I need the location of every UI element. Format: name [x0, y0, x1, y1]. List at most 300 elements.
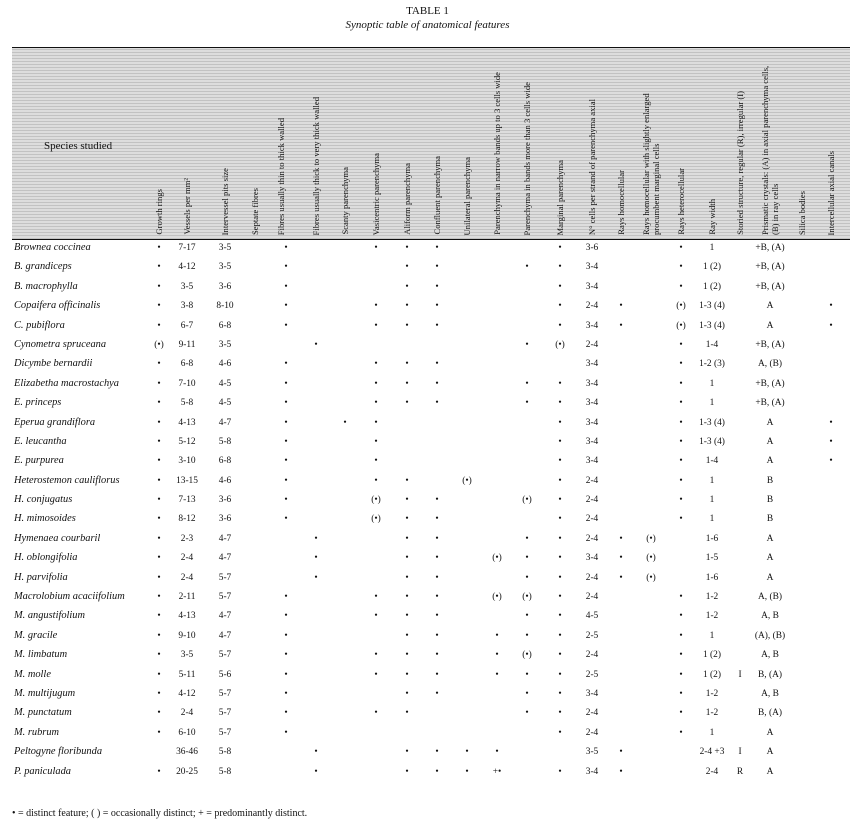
table-cell: • [435, 398, 439, 409]
table-cell: • [465, 766, 469, 777]
table-cell: 4-6 [218, 359, 232, 370]
table-cell: • [374, 650, 378, 661]
table-cell: • [829, 301, 833, 312]
table-cell: +B, (A) [755, 262, 785, 273]
table-cell: • [558, 533, 562, 544]
table-cell: • [374, 611, 378, 622]
column-header: Parenchyma in bands more than 3 cells wide [521, 81, 532, 235]
table-cell: R [736, 766, 744, 777]
table-cell: • [619, 766, 623, 777]
column-header: Confluent parenchyma [431, 156, 442, 235]
table-cell: A [766, 417, 774, 428]
table-cell: (•) [492, 592, 502, 603]
table-cell: • [405, 243, 409, 253]
table-cell: 2-4 [585, 592, 599, 603]
column-header: Intervessel pits size [219, 167, 230, 235]
table-row [0, 570, 855, 589]
species-name: Macrolobium acaciifolium [14, 591, 125, 603]
table-cell: (•) [676, 320, 686, 331]
table-cell: • [405, 669, 409, 680]
table-cell: • [558, 727, 562, 738]
table-cell: 1-4 [705, 339, 719, 350]
table-cell: 1 (2) [703, 669, 721, 680]
table-cell: 36-46 [176, 747, 198, 758]
species-name: M. molle [14, 668, 51, 680]
table-cell: B [766, 475, 774, 486]
table-cell: 2-4 [705, 766, 719, 777]
table-cell: 2-5 [585, 669, 599, 680]
table-cell: • [405, 475, 409, 486]
species-name: B. macrophylla [14, 280, 78, 292]
column-header: Prismatic crystals: (A) in axial parenchyma cells, (B) in ray cells [759, 65, 780, 235]
table-row [0, 395, 855, 414]
table-cell: I [738, 747, 742, 758]
table-cell: • [435, 262, 439, 273]
table-cell: • [558, 630, 562, 641]
table-cell: 1-5 [705, 553, 719, 564]
table-cell: • [405, 359, 409, 370]
table-cell: B [766, 495, 774, 506]
table-cell: • [374, 456, 378, 467]
table-cell: • [284, 669, 288, 680]
column-header: Marginal parenchyma [554, 159, 565, 235]
table-cell: A, B [761, 688, 779, 699]
table-cell: • [435, 572, 439, 583]
table-cell: • [558, 378, 562, 389]
species-name: M. multijugum [14, 687, 76, 699]
table-cell: • [679, 630, 683, 641]
table-row [0, 725, 855, 744]
table-cell: 5-7 [218, 708, 232, 719]
table-cell: • [157, 475, 161, 486]
table-cell: • [495, 747, 499, 758]
table-cell: • [405, 708, 409, 719]
table-cell: 5-11 [178, 669, 196, 680]
table-cell: • [435, 669, 439, 680]
table-cell: 3-4 [585, 417, 599, 428]
table-cell: • [157, 456, 161, 467]
table-cell: (A), (B) [754, 630, 786, 641]
table-cell: 3-4 [585, 766, 599, 777]
table-cell: • [284, 514, 288, 525]
table-cell: 3-4 [585, 281, 599, 292]
table-cell: 2-4 [585, 708, 599, 719]
table-row [0, 705, 855, 724]
table-cell: • [284, 611, 288, 622]
column-header: Vasicentric parenchyma [370, 152, 381, 235]
table-cell: • [525, 339, 529, 350]
table-cell: (•) [462, 475, 472, 486]
column-header: Parenchyma in narrow bands up to 3 cells wide [491, 72, 502, 235]
table-cell: 3-4 [585, 359, 599, 370]
table-cell: +B, (A) [755, 339, 785, 350]
column-header: Rays homocellular [615, 170, 626, 235]
table-cell: • [284, 495, 288, 506]
species-name: Copaifera officinalis [14, 300, 101, 312]
table-cell: • [343, 417, 347, 428]
table-cell: • [157, 611, 161, 622]
table-cell: A [766, 727, 774, 738]
table-cell: • [495, 630, 499, 641]
table-cell: • [679, 378, 683, 389]
table-cell: (•) [371, 495, 381, 506]
table-cell: • [284, 262, 288, 273]
column-header: Scanty parenchyma [339, 167, 350, 235]
table-cell: • [558, 650, 562, 661]
table-cell: • [405, 747, 409, 758]
table-cell: • [525, 708, 529, 719]
table-cell: • [829, 456, 833, 467]
table-cell: • [558, 281, 562, 292]
table-cell: • [284, 417, 288, 428]
table-cell: 1 [709, 514, 715, 525]
table-cell: • [525, 572, 529, 583]
table-cell: A [766, 436, 774, 447]
table-cell: +B, (A) [755, 378, 785, 389]
table-cell: • [435, 766, 439, 777]
table-cell: • [679, 708, 683, 719]
table-cell: • [284, 398, 288, 409]
table-cell: • [435, 243, 439, 253]
table-cell: 6-7 [180, 320, 194, 331]
table-cell: A, B [761, 650, 779, 661]
table-cell: 1-2 [705, 592, 719, 603]
table-cell: (•) [646, 533, 656, 544]
table-cell: • [374, 378, 378, 389]
table-cell: 3-5 [585, 747, 599, 758]
table-cell: • [525, 398, 529, 409]
table-cell: 2-3 [180, 533, 194, 544]
table-cell: 3-4 [585, 553, 599, 564]
table-cell: • [829, 417, 833, 428]
table-cell: • [619, 747, 623, 758]
table-cell: 3-5 [180, 281, 194, 292]
table-cell: • [314, 533, 318, 544]
table-cell: 4-13 [178, 611, 196, 622]
table-cell: • [157, 572, 161, 583]
table-row [0, 356, 855, 375]
table-row [0, 511, 855, 530]
table-cell: • [157, 281, 161, 292]
table-cell: • [558, 514, 562, 525]
table-cell: 4-12 [178, 262, 196, 273]
table-row [0, 764, 855, 783]
table-cell: • [435, 320, 439, 331]
table-cell: 1 [709, 475, 715, 486]
table-cell: 3-6 [218, 495, 232, 506]
table-cell: • [679, 514, 683, 525]
table-cell: • [525, 553, 529, 564]
species-name: Dicymbe bernardii [14, 358, 93, 370]
species-name: H. mimosoides [14, 513, 76, 525]
table-header [12, 47, 850, 240]
table-row [0, 259, 855, 278]
table-cell: • [157, 514, 161, 525]
table-cell: • [157, 553, 161, 564]
table-cell: (•) [555, 339, 565, 350]
table-cell: • [314, 766, 318, 777]
table-cell: 2-4 [180, 572, 194, 583]
table-cell: • [405, 611, 409, 622]
table-cell: • [679, 281, 683, 292]
table-cell: • [679, 436, 683, 447]
table-cell: +B, (A) [755, 281, 785, 292]
table-cell: (•) [371, 514, 381, 525]
table-cell: • [314, 747, 318, 758]
table-cell: 3-6 [585, 243, 599, 253]
table-cell: A [766, 301, 774, 312]
table-cell: 1 [709, 630, 715, 641]
table-row [0, 550, 855, 569]
table-cell: 8-12 [178, 514, 196, 525]
table-cell: • [558, 243, 562, 253]
table-cell: • [374, 243, 378, 253]
table-cell: • [284, 475, 288, 486]
table-cell: A [766, 747, 774, 758]
table-cell: 2-11 [178, 592, 196, 603]
column-header: Growth rings [153, 189, 164, 235]
table-cell: • [284, 243, 288, 253]
table-cell: • [679, 417, 683, 428]
column-header: Ray width [706, 199, 717, 235]
table-row [0, 628, 855, 647]
table-cell: A [766, 572, 774, 583]
table-cell: 7-10 [178, 378, 196, 389]
table-cell: • [284, 378, 288, 389]
table-cell: • [679, 592, 683, 603]
table-cell: B, (A) [758, 708, 782, 719]
table-label: TABLE 1 [406, 5, 449, 17]
species-name: M. punctatum [14, 707, 72, 719]
species-name: H. parvifolia [14, 571, 68, 583]
table-cell: • [558, 301, 562, 312]
table-cell: 2-4 [180, 553, 194, 564]
table-cell: 5-7 [218, 727, 232, 738]
table-cell: • [405, 378, 409, 389]
table-cell: 4-5 [218, 398, 232, 409]
table-cell: 3-5 [218, 262, 232, 273]
table-cell: • [405, 301, 409, 312]
table-cell: 5-12 [178, 436, 196, 447]
table-cell: 3-8 [180, 301, 194, 312]
table-cell: • [405, 398, 409, 409]
table-cell: • [405, 514, 409, 525]
species-name: Cynometra spruceana [14, 338, 107, 350]
column-header: Septate fibres [249, 187, 260, 235]
table-row [0, 337, 855, 356]
table-cell: 6-10 [178, 727, 196, 738]
species-name: E. princeps [14, 397, 62, 409]
table-cell: • [435, 359, 439, 370]
table-cell: 3-6 [218, 514, 232, 525]
table-cell: • [374, 436, 378, 447]
table-cell: 4-7 [218, 553, 232, 564]
table-cell: 3-4 [585, 398, 599, 409]
table-cell: • [405, 650, 409, 661]
table-cell: A, (B) [758, 359, 782, 370]
table-cell: 4-7 [218, 611, 232, 622]
species-name: Eperua grandiflora [14, 416, 96, 428]
table-cell: 6-8 [218, 320, 232, 331]
species-name: M. angustifolium [14, 610, 86, 622]
table-cell: • [374, 301, 378, 312]
table-cell: • [829, 320, 833, 331]
table-cell: • [405, 572, 409, 583]
species-name: E. leucantha [14, 435, 67, 447]
species-name: B. grandiceps [14, 261, 72, 273]
table-cell: • [679, 688, 683, 699]
species-name: Elizabetha macrostachya [14, 377, 119, 389]
table-cell: • [558, 592, 562, 603]
table-row [0, 473, 855, 492]
table-cell: 5-7 [218, 592, 232, 603]
species-name: Heterostemon cauliflorus [14, 474, 120, 486]
column-header: Storied structure, regular (R), irregular (I) [734, 91, 745, 235]
table-cell: 3-4 [585, 688, 599, 699]
table-cell: • [157, 243, 161, 253]
table-cell: 5-7 [218, 688, 232, 699]
table-cell: • [284, 359, 288, 370]
table-cell: • [284, 456, 288, 467]
table-cell: • [679, 398, 683, 409]
table-cell: • [157, 417, 161, 428]
table-cell: • [374, 398, 378, 409]
table-cell: 2-4 [585, 475, 599, 486]
table-cell: • [405, 281, 409, 292]
table-cell: 5-7 [218, 650, 232, 661]
table-cell: 3-5 [180, 650, 194, 661]
table-cell: 4-12 [178, 688, 196, 699]
table-cell: • [679, 456, 683, 467]
table-row [0, 240, 855, 259]
species-column-header: Species studied [44, 140, 113, 152]
table-cell: 4-13 [178, 417, 196, 428]
table-cell: • [157, 650, 161, 661]
table-cell: 1-2 [705, 708, 719, 719]
table-cell: 3-4 [585, 262, 599, 273]
table-cell: • [157, 533, 161, 544]
table-cell: 1-3 (4) [699, 320, 725, 331]
table-cell: • [314, 553, 318, 564]
table-cell: • [525, 611, 529, 622]
table-cell: • [157, 301, 161, 312]
table-cell: • [558, 495, 562, 506]
table-cell: 2-4 [585, 650, 599, 661]
table-cell: • [284, 281, 288, 292]
table-cell: 1 [709, 495, 715, 506]
table-cell: 5-8 [218, 766, 232, 777]
table-cell: 2-4 +3 [699, 747, 725, 758]
table-cell: 1-6 [705, 533, 719, 544]
table-cell: • [157, 495, 161, 506]
table-cell: • [558, 708, 562, 719]
table-cell: 3-4 [585, 436, 599, 447]
table-cell: 3-4 [585, 456, 599, 467]
table-cell: 3-5 [218, 243, 232, 253]
table-cell: • [435, 281, 439, 292]
table-cell: • [157, 320, 161, 331]
table-cell: • [525, 378, 529, 389]
table-cell: • [679, 475, 683, 486]
species-name: M. gracile [14, 629, 58, 641]
table-cell: A [766, 533, 774, 544]
table-cell: 6-8 [218, 456, 232, 467]
table-row [0, 589, 855, 608]
table-cell: 2-4 [585, 495, 599, 506]
table-cell: • [284, 320, 288, 331]
table-row [0, 318, 855, 337]
table-cell: 5-8 [180, 398, 194, 409]
table-cell: • [435, 514, 439, 525]
table-row [0, 434, 855, 453]
species-name: M. limbatum [14, 649, 68, 661]
table-cell: 7-17 [178, 243, 196, 253]
table-cell: • [435, 553, 439, 564]
table-cell: 4-7 [218, 417, 232, 428]
table-cell: • [558, 456, 562, 467]
table-cell: 13-15 [176, 475, 198, 486]
table-cell: 4-7 [218, 533, 232, 544]
table-cell: 1-2 [705, 688, 719, 699]
table-cell: • [405, 766, 409, 777]
table-cell: +B, (A) [755, 398, 785, 409]
table-cell: • [374, 669, 378, 680]
table-cell: 3-5 [218, 339, 232, 350]
species-name: C. pubiflora [14, 319, 65, 331]
table-cell: • [405, 262, 409, 273]
table-cell: 9-10 [178, 630, 196, 641]
table-row [0, 298, 855, 317]
table-cell: • [435, 611, 439, 622]
table-cell: 1 (2) [703, 262, 721, 273]
table-cell: • [435, 495, 439, 506]
table-cell: • [405, 495, 409, 506]
table-cell: • [435, 747, 439, 758]
table-cell: A [766, 320, 774, 331]
table-cell: • [679, 650, 683, 661]
table-cell: • [435, 688, 439, 699]
column-header: Intercellular axial canals [825, 150, 836, 235]
table-cell: 1 [709, 727, 715, 738]
table-cell: • [679, 611, 683, 622]
table-cell: • [314, 339, 318, 350]
table-title: Synoptic table of anatomical features [345, 19, 510, 31]
table-cell: A [766, 456, 774, 467]
table-row [0, 744, 855, 763]
table-cell: • [619, 553, 623, 564]
column-header: Fibres usually thick to very thick walled [310, 96, 321, 235]
table-cell: 2-4 [585, 301, 599, 312]
table-cell: (•) [522, 650, 532, 661]
table-cell: • [157, 708, 161, 719]
table-cell: • [558, 572, 562, 583]
table-cell: (•) [492, 553, 502, 564]
table-cell: 5-8 [218, 747, 232, 758]
table-cell: (•) [522, 495, 532, 506]
table-cell: • [558, 688, 562, 699]
table-cell: 3-10 [178, 456, 196, 467]
table-cell: • [525, 630, 529, 641]
table-cell: • [558, 262, 562, 273]
table-cell: • [558, 553, 562, 564]
table-cell: • [525, 669, 529, 680]
table-cell: • [284, 630, 288, 641]
column-header: Vessels per mm² [181, 178, 192, 235]
table-cell: 7-13 [178, 495, 196, 506]
table-row [0, 531, 855, 550]
table-cell: • [558, 669, 562, 680]
table-cell: • [558, 417, 562, 428]
